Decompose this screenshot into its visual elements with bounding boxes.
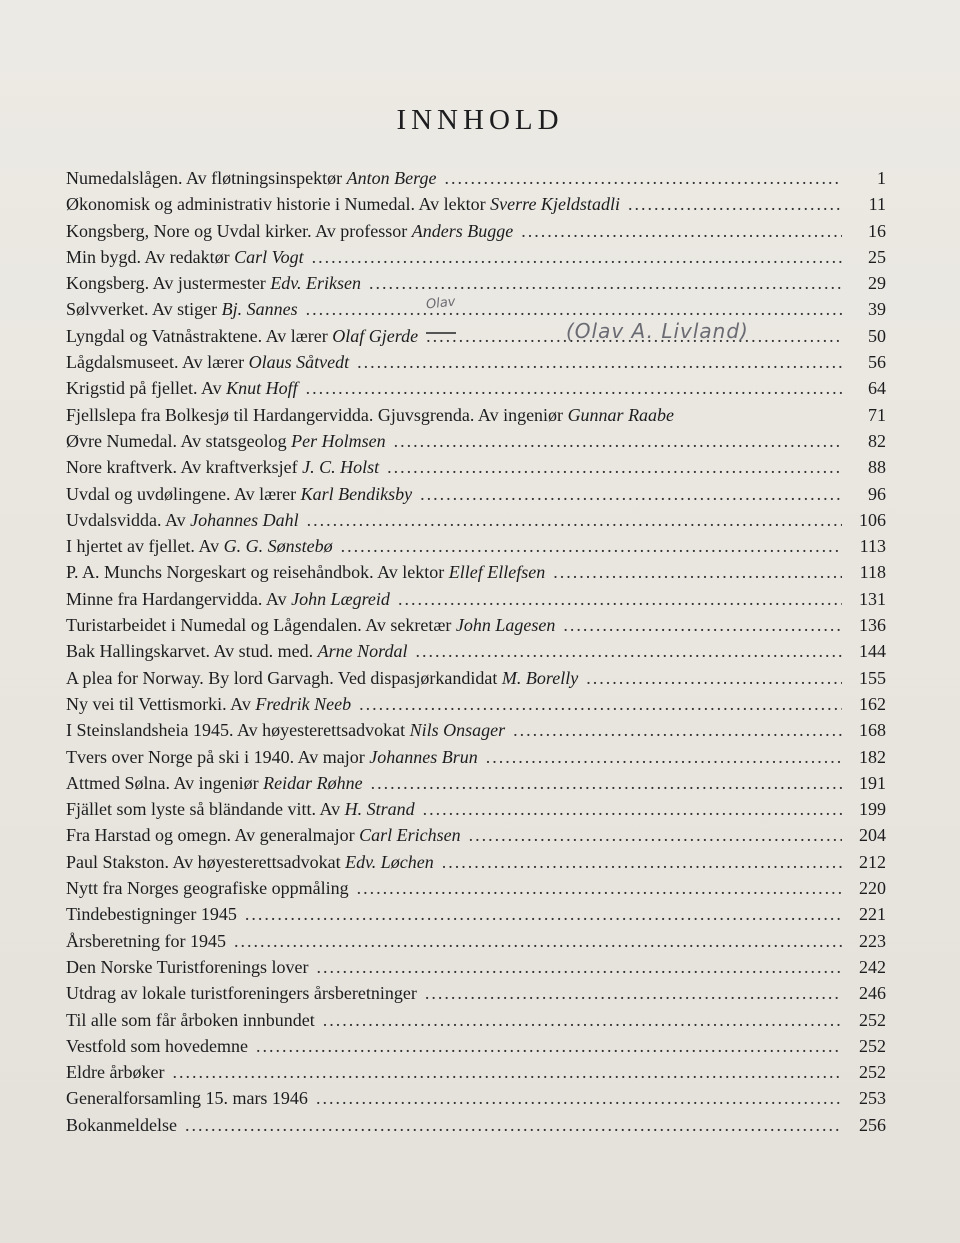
entry-page-number: 212 [859, 851, 886, 872]
entry-title [66, 221, 513, 242]
dot-leader [307, 510, 842, 531]
toc-entry [66, 457, 886, 483]
entry-title [66, 799, 415, 820]
entry-title-text: Vestfold som hovedemne [66, 1035, 248, 1056]
entry-title [66, 299, 298, 320]
dot-leader [185, 1115, 842, 1136]
entry-title [66, 562, 545, 583]
entry-title-text: Kongsberg. Av justermester [66, 273, 271, 294]
toc-entry [66, 931, 886, 957]
entry-page-number: 16 [868, 220, 886, 241]
entry-title-text: Uvdal og uvdølingene. Av lærer [66, 483, 301, 504]
entry-page-number: 136 [859, 615, 886, 636]
entry-page-number: 253 [859, 1088, 886, 1109]
toc-entry [66, 1010, 886, 1036]
entry-page-number: 168 [859, 720, 886, 741]
entry-title [66, 931, 226, 952]
entry-title [66, 1062, 164, 1083]
entry-title [66, 904, 237, 925]
toc-entry [66, 536, 886, 562]
entry-title [66, 1088, 308, 1109]
toc-entry [66, 641, 886, 667]
toc-entry [66, 852, 886, 878]
entry-page-number: 144 [859, 641, 886, 662]
toc-entry [66, 510, 886, 536]
entry-title-text: Krigstid på fjellet. Av [66, 378, 227, 399]
toc-entry [66, 1036, 886, 1062]
dot-leader [371, 773, 842, 794]
entry-title-text: Fjället som lyste så bländande vitt. Av [66, 799, 345, 820]
entry-title-text: Lågdalsmuseet. Av lærer [66, 352, 249, 373]
entry-page-number: 82 [868, 430, 886, 451]
entry-title [66, 694, 351, 715]
dot-leader [586, 668, 842, 689]
entry-author: Ellef Ellefsen [448, 562, 546, 583]
toc-entry [66, 904, 886, 930]
entry-page-number: 88 [868, 457, 886, 478]
dot-leader [563, 615, 842, 636]
entry-author: Reidar Røhne [263, 772, 363, 793]
dot-leader [245, 904, 842, 925]
entry-author: Anton Berge [346, 168, 437, 188]
entry-title-text: Øvre Numedal. Av statsgeolog [66, 430, 292, 451]
entry-title [66, 536, 333, 557]
entry-title-text: Bak Hallingskarvet. Av stud. med. [66, 641, 318, 662]
entry-title [66, 747, 478, 768]
entry-author: Carl Erichsen [359, 825, 461, 846]
entry-author: Edv. Eriksen [270, 273, 361, 294]
entry-title [66, 668, 578, 689]
entry-page-number: 252 [859, 1009, 886, 1030]
dot-leader [369, 273, 842, 294]
dot-leader [256, 1036, 842, 1057]
entry-title [66, 641, 407, 662]
entry-title [66, 484, 412, 505]
entry-title-text: Årsberetning for 1945 [66, 930, 226, 951]
dot-leader [420, 484, 842, 505]
toc-entry [66, 405, 886, 431]
entry-title-text: Attmed Sølna. Av ingeniør [66, 772, 264, 793]
entry-title-text: Nore kraftverk. Av kraftverksjef [66, 457, 303, 478]
entry-page-number: 242 [859, 956, 886, 977]
entry-title [66, 773, 363, 794]
toc-entry [66, 799, 886, 825]
entry-title-text: Sølvverket. Av stiger [66, 299, 222, 320]
entry-title [66, 378, 298, 399]
dot-leader [316, 1088, 842, 1109]
entry-page-number: 191 [859, 772, 886, 793]
dot-leader [628, 194, 842, 215]
entry-title-text: Fra Harstad og omegn. Av generalmajor [66, 825, 360, 846]
toc-entry [66, 957, 886, 983]
entry-author: Nils Onsager [409, 720, 506, 741]
entry-page-number: 220 [859, 878, 886, 899]
entry-author: Fredrik Neeb [255, 693, 352, 714]
strikethrough-mark [426, 332, 456, 334]
entry-title-text: Tvers over Norge på ski i 1940. Av major [66, 746, 370, 767]
toc-entry [66, 194, 886, 220]
toc-entry [66, 773, 886, 799]
entry-page-number: 246 [859, 983, 886, 1004]
toc-entry [66, 720, 886, 746]
entry-author: Edv. Løchen [345, 851, 434, 872]
entry-page-number: 64 [868, 378, 886, 399]
entry-title-text: I Steinslandsheia 1945. Av høyesterettsadvokat [66, 720, 410, 741]
entry-author: Per Holmsen [291, 430, 386, 451]
dot-leader [425, 983, 842, 1004]
entry-title-text: Bokanmeldelse [66, 1114, 177, 1135]
dot-leader [323, 1010, 842, 1031]
dot-leader [415, 641, 842, 662]
toc-entry [66, 1115, 886, 1141]
dot-leader [553, 562, 842, 583]
entry-title [66, 431, 386, 452]
entry-title-text: Økonomisk og administrativ historie i Numedal. Av lektor [66, 194, 491, 215]
entry-title [66, 852, 434, 873]
entry-title [66, 168, 436, 189]
entry-title-text: I hjertet av fjellet. Av [66, 536, 224, 557]
entry-title [66, 405, 674, 426]
entry-title-text: Fjellslepa fra Bolkesjø til Hardangervidda. Gjuvsgrenda. Av ingeniør [66, 404, 568, 425]
toc-entry [66, 247, 886, 273]
entry-author: Carl Vogt [234, 246, 304, 267]
entry-title [66, 273, 361, 294]
entry-author: Knut Hoff [226, 378, 298, 399]
toc-entry [66, 1088, 886, 1114]
entry-title-text: Minne fra Hardangervidda. Av [66, 588, 292, 609]
entry-page-number: 199 [859, 799, 886, 820]
entry-page-number: 221 [859, 904, 886, 925]
toc-entry [66, 878, 886, 904]
handwritten-note-olav: Olav [425, 294, 457, 313]
entry-title-text: Lyngdal og Vatnåstraktene. Av lærer [66, 325, 333, 346]
entry-page-number: 96 [868, 483, 886, 504]
entry-page-number: 204 [859, 825, 886, 846]
entry-page-number: 50 [868, 325, 886, 346]
entry-author: Johannes Brun [369, 746, 478, 767]
dot-leader [469, 825, 842, 846]
dot-leader [341, 536, 842, 557]
dot-leader [521, 221, 842, 242]
entry-title [66, 878, 349, 899]
entry-author: H. Strand [344, 799, 415, 820]
entry-author: John Lægreid [291, 588, 390, 609]
entry-title-text: P. A. Munchs Norgeskart og reisehåndbok. Av lektor [66, 562, 449, 583]
dot-leader [398, 589, 842, 610]
entry-title-text: Paul Stakston. Av høyesterettsadvokat [66, 851, 346, 872]
entry-page-number: 182 [859, 746, 886, 767]
entry-title [66, 326, 418, 347]
entry-author: G. G. Sønstebø [223, 536, 333, 557]
toc-entry [66, 352, 886, 378]
entry-title [66, 720, 505, 741]
entry-page-number: 252 [859, 1062, 886, 1083]
toc-entry [66, 983, 886, 1009]
entry-page-number: 131 [859, 588, 886, 609]
entry-title-text: Numedalslågen. Av fløtningsinspektør [66, 168, 347, 188]
toc-entry [66, 668, 886, 694]
dot-leader [306, 299, 842, 320]
entry-title [66, 194, 620, 215]
toc-entry [66, 825, 886, 851]
entry-author: Gunnar Raabe [567, 404, 675, 425]
entry-title [66, 615, 555, 636]
entry-page-number: 39 [868, 299, 886, 320]
entry-title-text: Utdrag av lokale turistforeningers årsberetninger [66, 983, 417, 1004]
dot-leader [423, 799, 842, 820]
toc-entry [66, 562, 886, 588]
entry-author: Johannes Dahl [190, 509, 299, 530]
dot-leader [316, 957, 842, 978]
entry-author: Karl Bendiksby [300, 483, 413, 504]
dot-leader [513, 720, 842, 741]
entry-page-number: 162 [859, 693, 886, 714]
dot-leader [444, 168, 842, 189]
entry-title [66, 247, 304, 268]
toc-entry [66, 431, 886, 457]
entry-title-text: Den Norske Turistforenings lover [66, 956, 309, 977]
toc-entry [66, 378, 886, 404]
entry-title-text: A plea for Norway. By lord Garvagh. Ved dispasjørkandidat [66, 667, 502, 688]
dot-leader [359, 694, 842, 715]
entry-title [66, 983, 417, 1004]
entry-title [66, 957, 308, 978]
entry-title-text: Kongsberg, Nore og Uvdal kirker. Av professor [66, 220, 412, 241]
entry-author: John Lagesen [455, 615, 556, 636]
entry-title-text: Generalforsamling 15. mars 1946 [66, 1088, 308, 1109]
entry-author: Olaus Såtvedt [248, 352, 350, 373]
toc-entry [66, 221, 886, 247]
entry-page-number: 223 [859, 930, 886, 951]
entry-page-number: 155 [859, 667, 886, 688]
entry-author: Arne Nordal [317, 641, 408, 662]
toc-entry [66, 694, 886, 720]
entry-title-text: Ny vei til Vettismorki. Av [66, 693, 256, 714]
handwritten-note-livland: (Olav A. Livland) [566, 319, 749, 343]
dot-leader [486, 747, 842, 768]
entry-page-number: 118 [859, 562, 886, 583]
dot-leader [312, 247, 842, 268]
entry-title-text: Eldre årbøker [66, 1062, 165, 1083]
entry-page-number: 11 [868, 194, 886, 215]
page-title: INNHOLD [396, 104, 564, 136]
toc-entry [66, 589, 886, 615]
entry-author: Olaf Gjerde [332, 325, 419, 346]
entry-title-text: Tindebestigninger 1945 [66, 904, 237, 925]
entry-author: J. C. Holst [302, 457, 380, 478]
entry-page-number: 71 [868, 404, 886, 425]
dot-leader [306, 378, 842, 399]
entry-title [66, 510, 299, 531]
dot-leader [394, 431, 842, 452]
toc-entry [66, 299, 886, 325]
entry-title [66, 1115, 177, 1136]
entry-page-number: 256 [859, 1114, 886, 1135]
entry-page-number: 25 [868, 246, 886, 267]
entry-title [66, 457, 379, 478]
dot-leader [357, 878, 842, 899]
dot-leader [234, 931, 842, 952]
entry-page-number: 252 [859, 1035, 886, 1056]
entry-title [66, 352, 349, 373]
toc-entry [66, 615, 886, 641]
entry-author: M. Borelly [501, 667, 579, 688]
entry-title-text: Turistarbeidet i Numedal og Lågendalen. Av sekretær [66, 615, 456, 636]
entry-title [66, 1036, 248, 1057]
dot-leader [442, 852, 842, 873]
entry-page-number: 29 [868, 273, 886, 294]
entry-title [66, 1010, 315, 1031]
entry-title-text: Nytt fra Norges geografiske oppmåling [66, 878, 349, 899]
dot-leader [172, 1062, 842, 1083]
toc-entry [66, 326, 886, 352]
toc-entry [66, 168, 886, 194]
toc-entry [66, 1062, 886, 1088]
entry-page-number: 106 [859, 509, 886, 530]
toc-entry [66, 273, 886, 299]
entry-page-number: 1 [877, 168, 886, 188]
dot-leader [387, 457, 842, 478]
entry-page-number: 113 [859, 536, 886, 557]
dot-leader [357, 352, 842, 373]
entry-author: Sverre Kjeldstadli [490, 194, 620, 215]
entry-title-text: Uvdalsvidda. Av [66, 509, 191, 530]
entry-page-number: 56 [868, 352, 886, 373]
table-of-contents [66, 168, 886, 1141]
entry-author: Bj. Sannes [221, 299, 298, 320]
entry-author: Anders Bugge [411, 220, 514, 241]
entry-title [66, 589, 390, 610]
toc-entry [66, 484, 886, 510]
entry-title-text: Til alle som får årboken innbundet [66, 1009, 315, 1030]
entry-title-text: Min bygd. Av redaktør [66, 246, 235, 267]
toc-entry [66, 747, 886, 773]
entry-title [66, 825, 461, 846]
